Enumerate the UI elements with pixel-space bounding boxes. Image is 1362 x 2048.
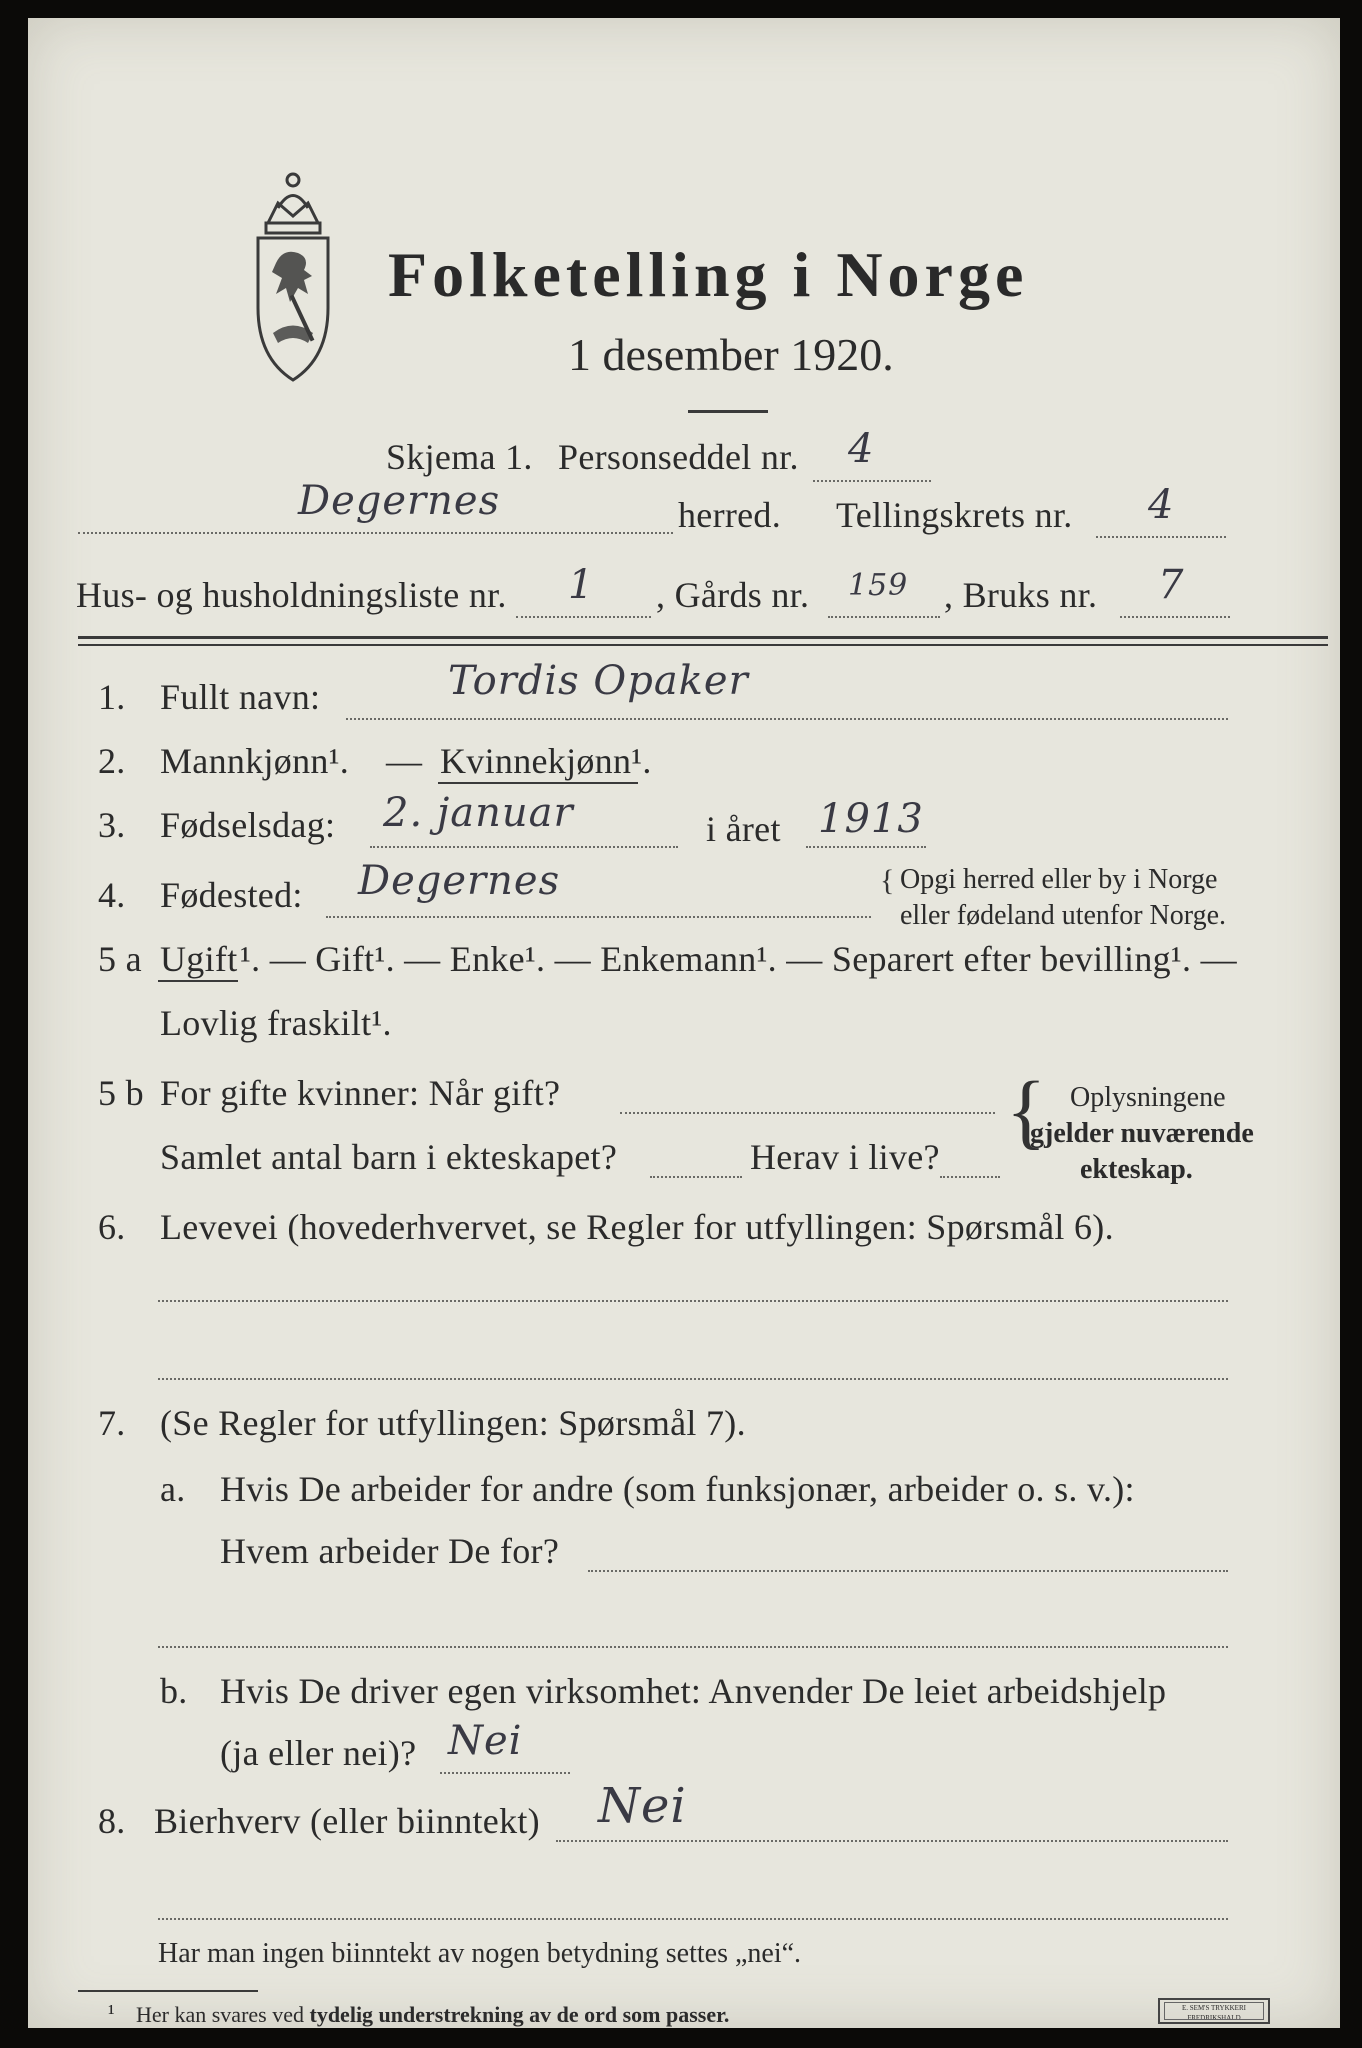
printer-stamp <box>1158 1998 1270 2024</box>
q5b-alive-label: Herav i live? <box>750 1137 940 1177</box>
male-option[interactable]: Mannkjønn¹. <box>160 741 350 781</box>
bruks-label: , Bruks nr. <box>944 575 1098 615</box>
marital-fraskilt-option[interactable]: Lovlig fraskilt¹. <box>160 1003 392 1043</box>
q7-number: 7. <box>98 1403 126 1443</box>
hus-value[interactable]: 1 <box>568 562 595 608</box>
q1-line <box>346 718 1228 720</box>
q2-dash: — <box>386 741 423 781</box>
q5b-note-line2: gjelder nuværende <box>1030 1118 1254 1149</box>
q7a-answer-line1[interactable] <box>588 1570 1228 1572</box>
q3-year-line <box>806 846 926 848</box>
q5b-number: 5 b <box>98 1073 144 1113</box>
footnote-text-plain: Her kan svares ved <box>136 2002 310 2027</box>
full-name-value[interactable]: Tordis Opaker <box>448 658 749 704</box>
tellingskrets-line <box>1096 536 1226 538</box>
q7b-line2: (ja eller nei)? <box>220 1733 417 1773</box>
biinntekt-note: Har man ingen biinntekt av nogen betydning settes „nei“. <box>158 1938 802 1969</box>
q5b-alive-line <box>940 1176 1000 1178</box>
q6-answer-line1[interactable] <box>158 1300 1228 1302</box>
norwegian-coat-of-arms-icon <box>238 168 348 388</box>
census-form-sheet <box>28 18 1340 2028</box>
gards-label: , Gårds nr. <box>656 575 810 615</box>
skjema-label: Skjema 1. <box>386 437 533 477</box>
footnote-marker: ¹ <box>108 2000 115 2025</box>
q6-number: 6. <box>98 1207 126 1247</box>
bruks-line <box>1120 616 1230 618</box>
q7b-number: b. <box>160 1671 188 1711</box>
gards-line <box>828 616 940 618</box>
herred-value[interactable]: Degernes <box>298 478 501 524</box>
q4-note-bracket: { <box>880 864 895 897</box>
personseddel-label: Personseddel nr. <box>558 437 799 477</box>
female-option-underline <box>438 782 638 784</box>
q3-number: 3. <box>98 805 126 845</box>
q7a-line2: Hvem arbeider De for? <box>220 1531 560 1571</box>
gards-value[interactable]: 159 <box>848 568 909 603</box>
q4-note-line1: Opgi herred eller by i Norge <box>900 864 1218 895</box>
q5b-note-line3: ekteskap. <box>1080 1154 1193 1185</box>
q3-date-line <box>370 846 678 848</box>
q4-note-line2: eller fødeland utenfor Norge. <box>900 900 1227 931</box>
q1-number: 1. <box>98 677 126 717</box>
birth-date-value[interactable]: 2. januar <box>383 790 574 836</box>
q7-label: (Se Regler for utfyllingen: Spørsmål 7). <box>160 1403 746 1443</box>
q7a-number: a. <box>160 1469 186 1509</box>
q7b-answer-line <box>440 1772 570 1774</box>
title-divider <box>688 410 768 413</box>
q8-number: 8. <box>98 1801 126 1841</box>
q8-answer-line2[interactable] <box>158 1918 1228 1920</box>
marital-ugift-option[interactable]: Ugift <box>160 939 238 979</box>
q6-label: Levevei (hovederhvervet, se Regler for utfyllingen: Spørsmål 6). <box>160 1207 1114 1247</box>
q2-number: 2. <box>98 741 126 781</box>
q5b-note-bracket: { <box>1006 1065 1047 1158</box>
footnote-text <box>136 2002 729 2028</box>
female-option[interactable]: Kvinnekjønn¹. <box>440 741 652 781</box>
q5a-number: 5 a <box>98 939 142 979</box>
q1-label: Fullt navn: <box>160 677 321 717</box>
q7b-line1: Hvis De driver egen virksomhet: Anvender De leiet arbeidshjelp <box>220 1671 1167 1711</box>
q8-label: Bierhverv (eller biinntekt) <box>154 1801 540 1841</box>
hus-label: Hus- og husholdningsliste nr. <box>76 575 507 615</box>
q5b-children-label: Samlet antal barn i ekteskapet? <box>160 1137 618 1177</box>
ugift-underline <box>158 980 238 982</box>
bruks-value[interactable]: 7 <box>1158 562 1185 608</box>
year-label: i året <box>706 809 781 849</box>
personseddel-value[interactable]: 4 <box>848 426 875 472</box>
marital-status-options[interactable]: ¹. — Gift¹. — Enke¹. — Enkemann¹. — Separert efter bevilling¹. — <box>240 939 1237 979</box>
hus-line <box>516 616 651 618</box>
tellingskrets-value[interactable]: 4 <box>1148 482 1175 528</box>
census-date: 1 desember 1920. <box>568 329 894 380</box>
bleed-through-text <box>428 108 435 138</box>
herred-label: herred. <box>678 495 782 535</box>
q4-number: 4. <box>98 875 126 915</box>
q7a-answer-line2[interactable] <box>158 1646 1228 1648</box>
header-rule-bottom <box>78 644 1328 646</box>
footnote-text-bold: tydelig understrekning av de ord som passer. <box>309 2002 730 2027</box>
header-rule-top <box>78 636 1328 639</box>
q5b-children-line <box>650 1176 742 1178</box>
q3-label: Fødselsdag: <box>160 805 336 845</box>
form-title: Folketelling i Norge <box>388 239 1029 310</box>
q8-answer-value[interactable]: Nei <box>598 1778 687 1834</box>
q4-label: Fødested: <box>160 875 303 915</box>
personseddel-line <box>813 480 931 482</box>
q8-answer-line1 <box>556 1840 1228 1842</box>
herred-line <box>78 532 673 534</box>
tellingskrets-label: Tellingskrets nr. <box>836 495 1073 535</box>
q7b-answer-value[interactable]: Nei <box>448 1718 523 1764</box>
q4-line <box>326 916 871 918</box>
q7a-line1: Hvis De arbeider for andre (som funksjonær, arbeider o. s. v.): <box>220 1469 1135 1509</box>
birth-year-value[interactable]: 1913 <box>818 796 924 842</box>
printer-stamp-text: E. SEM'S TRYKKERI FREDRIKSHALD <box>1164 2002 1264 2020</box>
q6-answer-line2[interactable] <box>158 1378 1228 1380</box>
q5b-married-when-line <box>620 1112 995 1114</box>
q5b-note-line1: Oplysningene <box>1070 1082 1226 1113</box>
footnote-rule <box>78 1990 258 1992</box>
q5b-married-when-label: For gifte kvinner: Når gift? <box>160 1073 561 1113</box>
birthplace-value[interactable]: Degernes <box>358 858 561 904</box>
